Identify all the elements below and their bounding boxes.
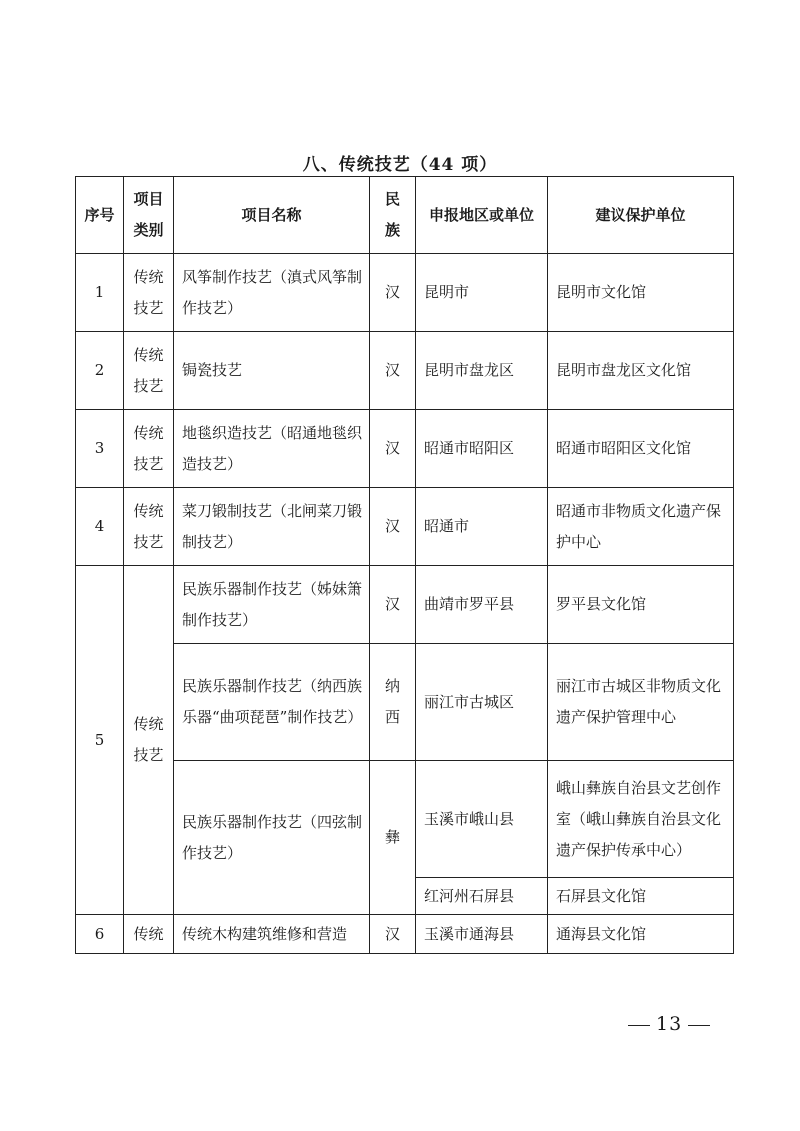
cell-ethnic: 彝 [370, 761, 416, 915]
cell-region: 丽江市古城区 [416, 644, 548, 761]
cell-seq: 2 [76, 332, 124, 410]
cell-category [124, 566, 174, 915]
cell-region: 曲靖市罗平县 [416, 566, 548, 644]
cell-category-line1: 传统 [133, 267, 164, 286]
cell-seq: 1 [76, 254, 124, 332]
cell-ethnic: 汉 [370, 566, 416, 644]
cell-category [124, 488, 174, 566]
page-number-value: 13 [656, 1013, 683, 1035]
cell-unit: 丽江市古城区非物质文化遗产保护管理中心 [548, 644, 734, 761]
cell-seq: 5 [76, 566, 124, 915]
cell-ethnic-line1: 纳 [384, 677, 400, 695]
table-row [76, 644, 734, 761]
table-row [76, 488, 734, 566]
cell-category-line1: 传统 [133, 715, 164, 733]
header-ethnic-line2: 族 [384, 221, 400, 239]
header-category-line1: 项目 [133, 190, 164, 208]
table-title: 八、传统技艺（44 项） [302, 155, 498, 175]
cell-unit: 罗平县文化馆 [548, 566, 734, 644]
header-region: 申报地区或单位 [416, 177, 548, 254]
table-row [76, 915, 734, 954]
table-row [76, 254, 734, 332]
table-row [76, 332, 734, 410]
cell-seq: 6 [76, 915, 124, 954]
header-unit: 建议保护单位 [548, 177, 734, 254]
header-ethnic [370, 177, 416, 254]
cell-name: 锔瓷技艺 [174, 332, 370, 410]
cell-category-line2: 技艺 [133, 532, 164, 551]
cell-region: 玉溪市峨山县 [416, 761, 548, 878]
heritage-table [75, 176, 734, 954]
cell-category-line1: 传统 [133, 423, 164, 442]
table-row [76, 410, 734, 488]
cell-region: 玉溪市通海县 [416, 915, 548, 954]
cell-ethnic: 汉 [370, 915, 416, 954]
cell-ethnic: 汉 [370, 332, 416, 410]
cell-unit: 昆明市文化馆 [548, 254, 734, 332]
cell-name: 民族乐器制作技艺（姊妹箫制作技艺） [174, 566, 370, 644]
header-seq: 序号 [76, 177, 124, 254]
cell-name: 民族乐器制作技艺（纳西族乐器“曲项琵琶”制作技艺） [174, 644, 370, 761]
header-category [124, 177, 174, 254]
cell-category [124, 410, 174, 488]
table-row [76, 566, 734, 644]
cell-unit: 昭通市昭阳区文化馆 [548, 410, 734, 488]
cell-unit: 昆明市盘龙区文化馆 [548, 332, 734, 410]
cell-region: 红河州石屏县 [416, 878, 548, 915]
cell-ethnic: 汉 [370, 254, 416, 332]
cell-category-line1: 传统 [133, 501, 164, 520]
header-name: 项目名称 [174, 177, 370, 254]
page-number [622, 1013, 716, 1035]
cell-category-line2: 技艺 [133, 746, 164, 764]
header-ethnic-line1: 民 [384, 190, 400, 208]
page-number-dash-left [628, 1025, 650, 1026]
cell-category [124, 332, 174, 410]
cell-seq: 3 [76, 410, 124, 488]
cell-name: 传统木构建筑维修和营造 [174, 915, 370, 954]
cell-unit: 石屏县文化馆 [548, 878, 734, 915]
header-category-line2: 类别 [133, 221, 164, 239]
cell-seq: 4 [76, 488, 124, 566]
cell-category-line2: 技艺 [133, 376, 164, 395]
cell-region: 昆明市 [416, 254, 548, 332]
cell-category [124, 254, 174, 332]
cell-ethnic: 汉 [370, 488, 416, 566]
cell-name: 风筝制作技艺（滇式风筝制作技艺） [174, 254, 370, 332]
cell-name: 菜刀锻制技艺（北闸菜刀锻制技艺） [174, 488, 370, 566]
table-header-row [76, 177, 734, 254]
cell-category-line2: 技艺 [133, 454, 164, 473]
cell-region: 昭通市 [416, 488, 548, 566]
cell-region: 昭通市昭阳区 [416, 410, 548, 488]
cell-category: 传统 [124, 915, 174, 954]
cell-category-line2: 技艺 [133, 298, 164, 317]
page-number-dash-right [688, 1025, 710, 1026]
cell-category-line1: 传统 [133, 345, 164, 364]
cell-unit: 峨山彝族自治县文艺创作室（峨山彝族自治县文化遗产保护传承中心） [548, 761, 734, 878]
cell-region: 昆明市盘龙区 [416, 332, 548, 410]
cell-unit: 昭通市非物质文化遗产保护中心 [548, 488, 734, 566]
cell-ethnic: 汉 [370, 410, 416, 488]
cell-ethnic [370, 644, 416, 761]
cell-name: 地毯织造技艺（昭通地毯织造技艺） [174, 410, 370, 488]
cell-ethnic-line2: 西 [384, 708, 400, 726]
cell-unit: 通海县文化馆 [548, 915, 734, 954]
cell-name: 民族乐器制作技艺（四弦制作技艺） [174, 761, 370, 915]
table-row [76, 761, 734, 878]
